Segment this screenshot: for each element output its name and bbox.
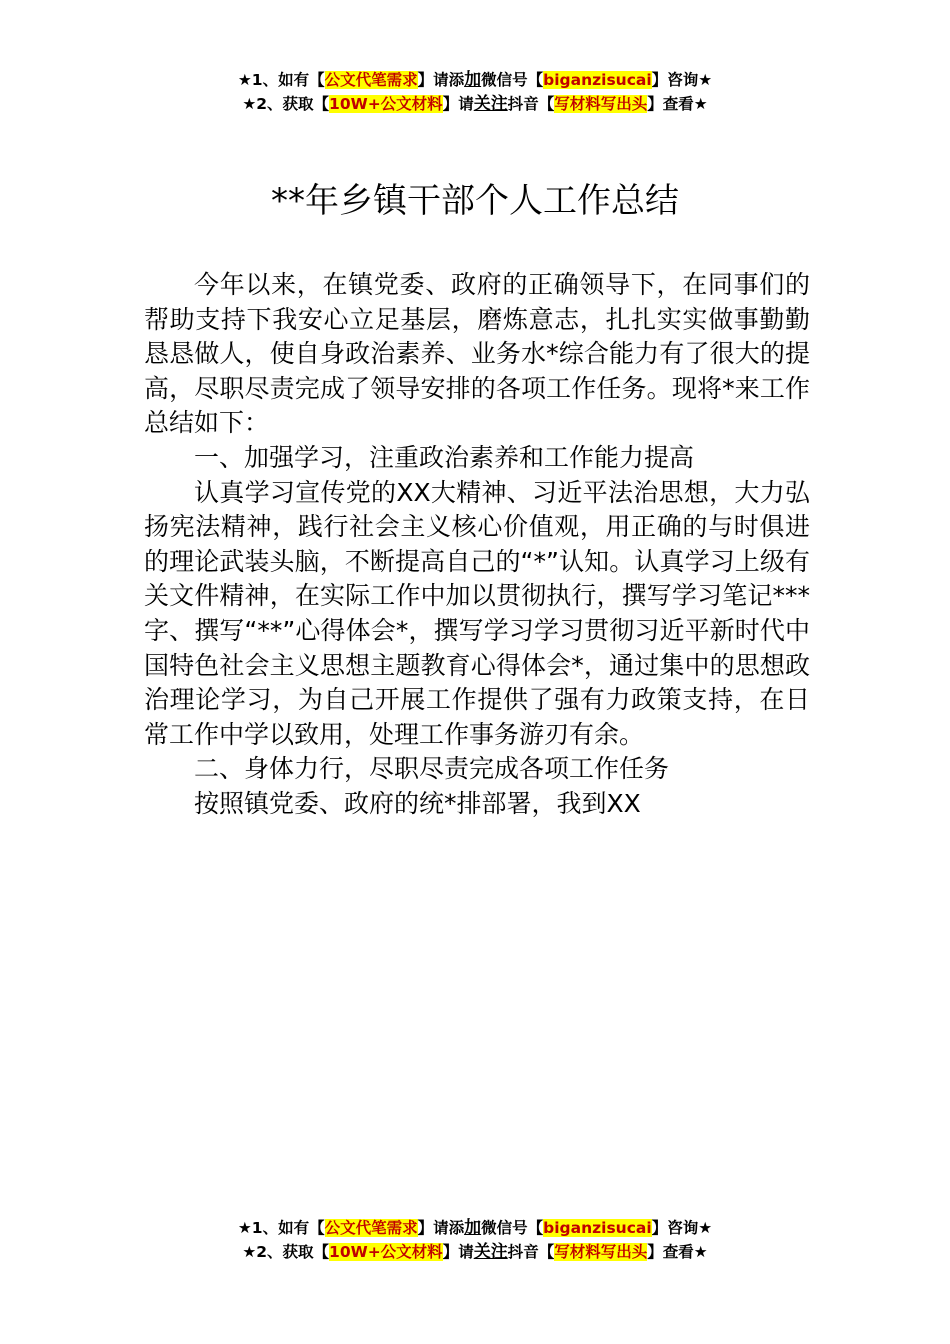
banner-text: 抖音【	[507, 95, 555, 113]
banner-text: 】咨询★	[651, 71, 713, 89]
banner-line-1	[0, 68, 950, 92]
banner-text: 】咨询★	[651, 1219, 713, 1237]
banner-text: 抖音【	[507, 1243, 555, 1261]
banner-text: ★2、获取【	[242, 95, 330, 113]
banner-highlight: 写材料写出头	[554, 1243, 648, 1261]
banner-emphasis: 加	[464, 70, 482, 90]
banner-text: ★1、如有【	[237, 1219, 325, 1237]
banner-emphasis: 加	[464, 1218, 482, 1238]
banner-text: 】请	[442, 1243, 474, 1261]
banner-emphasis: 关注	[473, 94, 508, 114]
banner-text: 】请添	[417, 71, 465, 89]
banner-text: ★1、如有【	[237, 71, 325, 89]
paragraph-work: 按照镇党委、政府的统*排部署，我到XX	[194, 788, 641, 818]
document-body	[144, 268, 810, 822]
banner-highlight: 公文代笔需求	[324, 71, 418, 89]
banner-text: 】请	[442, 95, 474, 113]
banner-highlight: 10W+公文材料	[329, 1243, 443, 1261]
banner-highlight: 公文代笔需求	[324, 1219, 418, 1237]
paragraph-intro: 今年以来，在镇党委、政府的正确领导下，在同事们的帮助支持下我安心立足基层，磨炼意志，扎扎实实做事勤勤恳恳做人，使自身政治素养、业务水*综合能力有了很大的提高，尽职尽责完成了领导安排的各项工作任务。现将*来工作总结如下：	[144, 270, 810, 438]
banner-line-1	[0, 1216, 950, 1240]
banner-line-2	[0, 92, 950, 116]
banner-text: ★2、获取【	[242, 1243, 330, 1261]
header-banner	[0, 68, 950, 116]
banner-text: 】查看★	[647, 95, 708, 113]
banner-highlight: biganzisucai	[543, 1219, 652, 1237]
banner-highlight: 写材料写出头	[554, 95, 648, 113]
banner-highlight: 10W+公文材料	[329, 95, 443, 113]
banner-emphasis: 关注	[473, 1242, 508, 1262]
footer-banner	[0, 1216, 950, 1264]
banner-text: 微信号【	[481, 71, 544, 89]
paragraph-study: 认真学习宣传党的XX大精神、习近平法治思想，大力弘扬宪法精神，践行社会主义核心价值观，用正确的与时俱进的理论武装头脑，不断提高自己的“*”认知。认真学习上级有关文件精神，在实际工作中加以贯彻执行，撰写学习笔记***字、撰写“**”心得体会*，撰写学习学习贯彻习近平新时代中国特色社会主义思想主题教育心得体会*，通过集中的思想政治理论学习，为自己开展工作提供了强有力政策支持，在日常工作中学以致用，处理工作事务游刃有余。	[144, 477, 810, 749]
document-title: **年乡镇干部个人工作总结	[271, 181, 679, 221]
banner-line-2	[0, 1240, 950, 1264]
banner-text: 微信号【	[481, 1219, 544, 1237]
banner-text: 】查看★	[647, 1243, 708, 1261]
banner-text: 】请添	[417, 1219, 465, 1237]
banner-highlight: biganzisucai	[543, 71, 652, 89]
section-heading-1: 一、加强学习，注重政治素养和工作能力提高	[194, 442, 695, 472]
section-heading-2: 二、身体力行，尽职尽责完成各项工作任务	[194, 754, 670, 784]
